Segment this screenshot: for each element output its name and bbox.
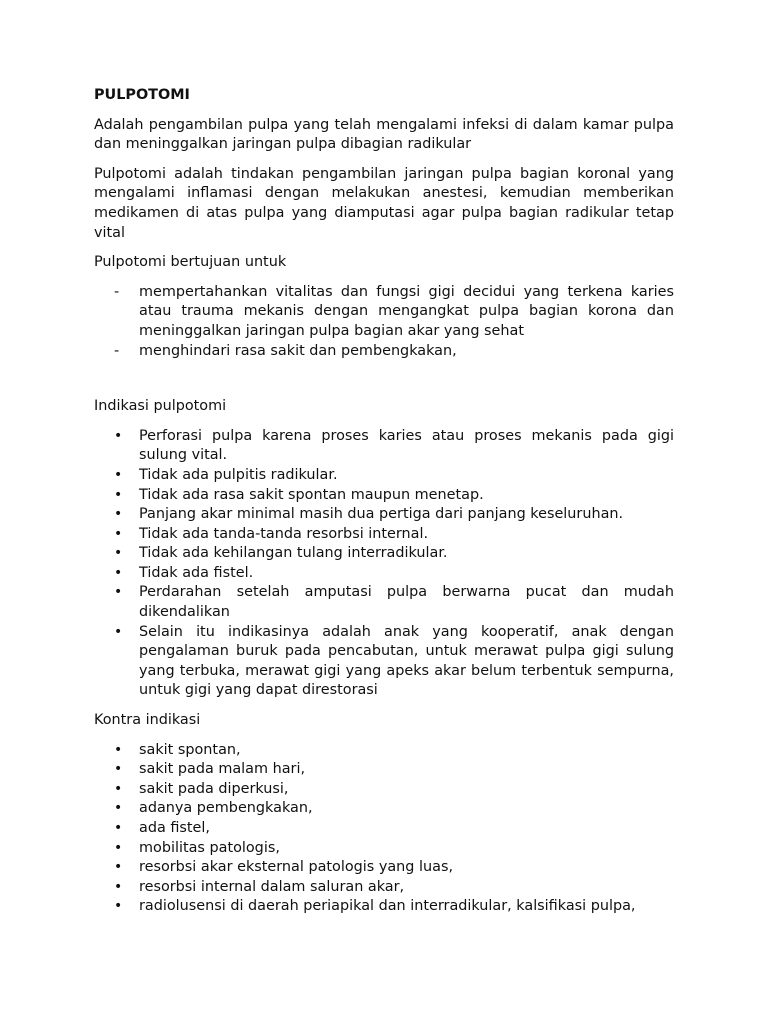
list-item (94, 342, 674, 362)
indikasi-heading: Indikasi pulpotomi (94, 398, 227, 415)
list-item (94, 858, 674, 878)
list-item (94, 525, 674, 545)
list-item (94, 623, 674, 701)
bullet-marker: • (114, 761, 123, 778)
list-item (94, 760, 674, 780)
bullet-marker: • (114, 525, 123, 542)
list-item (94, 897, 674, 917)
list-item-text: Tidak ada pulpitis radikular. (139, 466, 338, 483)
list-item-text: Tidak ada kehilangan tulang interradikular. (139, 545, 448, 562)
list-item (94, 564, 674, 584)
list-item-text: Perdarahan setelah amputasi pulpa berwarna pucat dan mudah dikendalikan (139, 584, 674, 621)
bullet-marker: • (114, 623, 123, 640)
bullet-marker: • (114, 878, 123, 895)
list-item-text: Selain itu indikasinya adalah anak yang kooperatif, anak dengan pengalaman buruk pada pencabutan, untuk merawat pulpa gigi sulung yang terbuka, merawat gigi yang apeks akar belum terbentuk sempurna, untuk gigi yang dapat direstorasi (139, 623, 674, 699)
list-item-text: Tidak ada rasa sakit spontan maupun menetap. (139, 486, 484, 503)
list-item-text: Tidak ada tanda-tanda resorbsi internal. (139, 525, 429, 542)
bullet-marker: • (114, 486, 123, 503)
list-item-text: sakit spontan, (139, 741, 241, 758)
bullet-marker: • (114, 780, 123, 797)
section-gap (94, 361, 674, 397)
list-item-text: mobilitas patologis, (139, 839, 280, 856)
bullet-marker: • (114, 564, 123, 581)
list-item (94, 427, 674, 466)
list-item-text: menghindari rasa sakit dan pembengkakan, (139, 342, 457, 359)
tujuan-heading: Pulpotomi bertujuan untuk (94, 254, 287, 271)
list-item (94, 283, 674, 322)
list-item (94, 780, 674, 800)
bullet-marker: • (114, 839, 123, 856)
list-item (94, 544, 674, 564)
bullet-marker: • (114, 545, 123, 562)
list-item (94, 799, 674, 819)
kontra-heading: Kontra indikasi (94, 712, 201, 729)
document-title: PULPOTOMI (94, 87, 190, 103)
bullet-marker: • (114, 584, 123, 601)
tujuan-list (94, 283, 674, 361)
list-item (94, 819, 674, 839)
list-item-text: Perforasi pulpa karena proses karies atau proses mekanis pada gigi sulung vital. (139, 427, 674, 464)
definition-paragraph-1: Adalah pengambilan pulpa yang telah mengalami infeksi di dalam kamar pulpa dan meninggalkan jaringan pulpa dibagian radikular (94, 116, 674, 153)
list-item (94, 741, 674, 761)
definition-paragraph-2: Pulpotomi adalah tindakan pengambilan jaringan pulpa bagian koronal yang mengalami inflamasi dengan melakukan anestesi, kemudian memberikan medikamen di atas pulpa yang diamputasi agar pulpa bagian radikular tetap vital (94, 165, 674, 241)
list-item (94, 505, 674, 525)
list-item-text: sakit pada diperkusi, (139, 780, 289, 797)
list-item-text: resorbsi internal dalam saluran akar, (139, 878, 405, 895)
bullet-marker: • (114, 859, 123, 876)
list-item-text: mempertahankan vitalitas dan fungsi gigi decidui yang terkena karies atau trauma mekanis dengan mengangkat pulpa bagian korona dan (139, 283, 674, 320)
list-item-text: radiolusensi di daerah periapikal dan interradikular, kalsifikasi pulpa, (139, 898, 636, 915)
kontra-list (94, 741, 674, 917)
bullet-marker: • (114, 506, 123, 523)
bullet-marker: • (114, 741, 123, 758)
list-item (94, 839, 674, 859)
list-item-text: resorbsi akar eksternal patologis yang luas, (139, 859, 454, 876)
list-item-text: meninggalkan jaringan pulpa bagian akar yang sehat (139, 322, 524, 339)
list-item-text: adanya pembengkakan, (139, 800, 313, 817)
list-item (94, 583, 674, 622)
list-item-text: Panjang akar minimal masih dua pertiga dari panjang keseluruhan. (139, 506, 624, 523)
bullet-marker: • (114, 466, 123, 483)
document-body (94, 86, 674, 927)
list-item-text: sakit pada malam hari, (139, 761, 306, 778)
list-item (94, 878, 674, 898)
list-item (94, 466, 674, 486)
bullet-marker: • (114, 820, 123, 836)
list-item (94, 486, 674, 506)
list-item-text: ada fistel, (139, 820, 210, 836)
bullet-marker: • (114, 427, 123, 444)
dash-marker: - (114, 342, 120, 359)
indikasi-list (94, 427, 674, 701)
bullet-marker: • (114, 800, 123, 817)
dash-marker: - (114, 283, 120, 300)
list-item (94, 322, 674, 342)
bullet-marker: • (114, 898, 123, 915)
list-item-text: Tidak ada fistel. (139, 564, 254, 581)
